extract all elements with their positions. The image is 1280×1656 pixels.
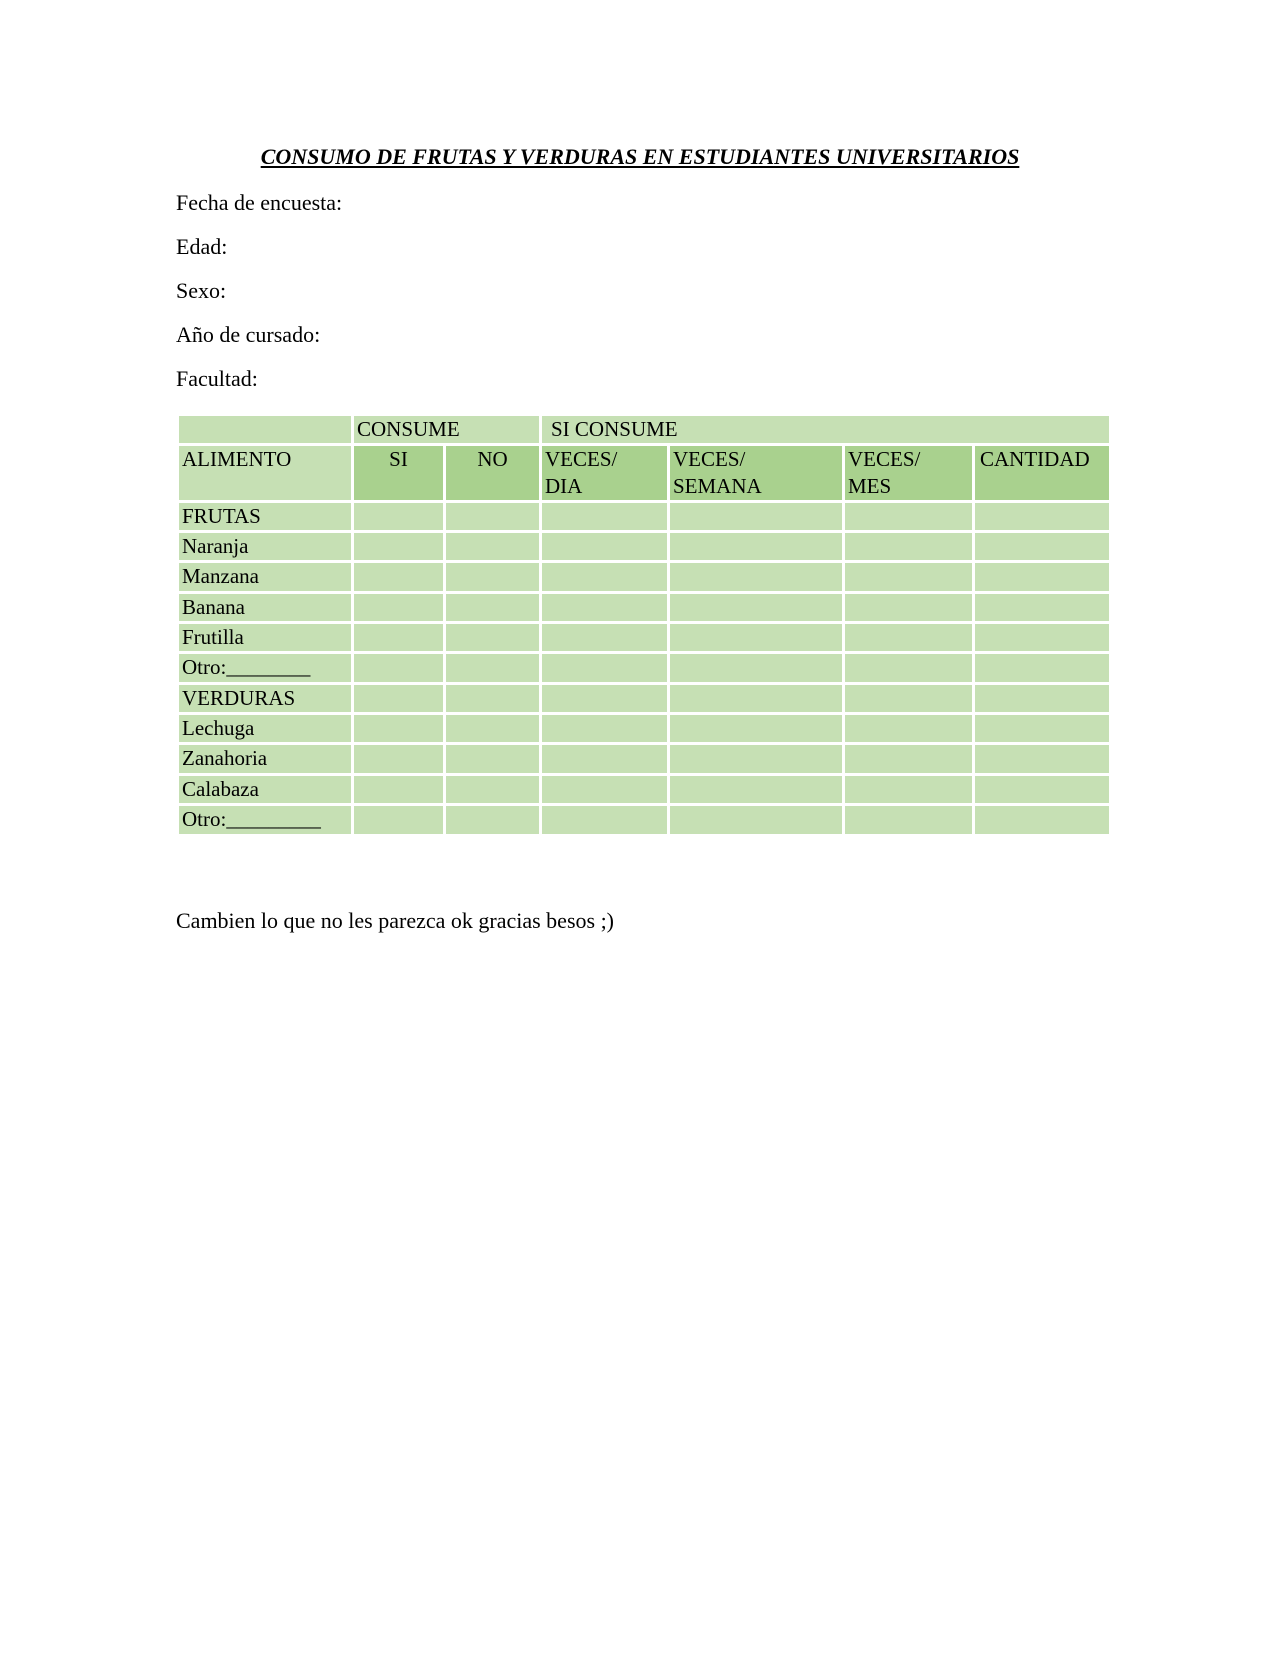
table-body [178, 502, 1111, 836]
row-label-alimento: Frutilla [178, 623, 353, 653]
cell-si[interactable] [353, 562, 445, 593]
column-header-veces-mes-line2: MES [848, 474, 892, 498]
column-header-si: SI [353, 445, 445, 502]
cell-veces-dia[interactable] [541, 775, 669, 805]
cell-veces-mes[interactable] [844, 714, 974, 744]
cell-si[interactable] [353, 532, 445, 562]
cell-no[interactable] [445, 593, 541, 623]
cell-veces-semana[interactable] [669, 775, 844, 805]
field-facultad: Facultad: [176, 366, 258, 391]
cell-cantidad[interactable] [974, 684, 1111, 714]
cell-no[interactable] [445, 532, 541, 562]
cell-si[interactable] [353, 653, 445, 684]
cell-no[interactable] [445, 623, 541, 653]
row-label-alimento: Otro:_________ [178, 805, 353, 836]
group-header-empty [178, 415, 353, 445]
table-group-header-row [178, 415, 1111, 445]
cell-veces-semana[interactable] [669, 593, 844, 623]
cell-veces-dia[interactable] [541, 562, 669, 593]
row-label-alimento: Banana [178, 593, 353, 623]
column-header-veces-mes [844, 445, 974, 502]
cell-veces-mes[interactable] [844, 684, 974, 714]
cell-si[interactable] [353, 775, 445, 805]
group-header-si-consume: SI CONSUME [541, 415, 1111, 445]
cell-si[interactable] [353, 593, 445, 623]
column-header-alimento: ALIMENTO [178, 445, 353, 502]
field-sexo: Sexo: [176, 278, 227, 303]
table-row [178, 805, 1111, 836]
cell-veces-semana[interactable] [669, 684, 844, 714]
cell-cantidad[interactable] [974, 775, 1111, 805]
row-label-alimento: FRUTAS [178, 502, 353, 532]
cell-si[interactable] [353, 744, 445, 775]
column-header-veces-semana-line1: VECES/ [673, 447, 746, 471]
table-column-header-row [178, 445, 1111, 502]
cell-si[interactable] [353, 714, 445, 744]
field-ano-de-cursado: Año de cursado: [176, 322, 321, 347]
column-header-veces-dia-line1: VECES/ [545, 447, 618, 471]
cell-veces-mes[interactable] [844, 562, 974, 593]
cell-veces-semana[interactable] [669, 744, 844, 775]
table-row [178, 744, 1111, 775]
column-header-no: NO [445, 445, 541, 502]
table-row [178, 502, 1111, 532]
column-header-cantidad: CANTIDAD [974, 445, 1111, 502]
cell-veces-dia[interactable] [541, 684, 669, 714]
cell-cantidad[interactable] [974, 805, 1111, 836]
row-label-alimento: Calabaza [178, 775, 353, 805]
row-label-alimento: VERDURAS [178, 684, 353, 714]
footer-note: Cambien lo que no les parezca ok gracias besos ;) [176, 908, 615, 933]
table-row [178, 775, 1111, 805]
cell-no[interactable] [445, 805, 541, 836]
cell-si[interactable] [353, 805, 445, 836]
row-label-alimento: Zanahoria [178, 744, 353, 775]
cell-veces-dia[interactable] [541, 623, 669, 653]
cell-veces-semana[interactable] [669, 653, 844, 684]
table-row [178, 532, 1111, 562]
column-header-veces-dia-line2: DIA [545, 474, 583, 498]
cell-veces-mes[interactable] [844, 744, 974, 775]
cell-cantidad[interactable] [974, 502, 1111, 532]
table-row [178, 623, 1111, 653]
group-header-consume: CONSUME [353, 415, 541, 445]
cell-veces-semana[interactable] [669, 532, 844, 562]
cell-veces-mes[interactable] [844, 532, 974, 562]
cell-no[interactable] [445, 714, 541, 744]
cell-si[interactable] [353, 502, 445, 532]
cell-veces-dia[interactable] [541, 653, 669, 684]
cell-cantidad[interactable] [974, 714, 1111, 744]
table-row [178, 684, 1111, 714]
cell-cantidad[interactable] [974, 532, 1111, 562]
cell-veces-semana[interactable] [669, 714, 844, 744]
cell-no[interactable] [445, 653, 541, 684]
cell-cantidad[interactable] [974, 744, 1111, 775]
cell-veces-mes[interactable] [844, 775, 974, 805]
table-row [178, 562, 1111, 593]
cell-cantidad[interactable] [974, 653, 1111, 684]
consumption-table [176, 413, 1112, 837]
document-title: CONSUMO DE FRUTAS Y VERDURAS EN ESTUDIANTES UNIVERSITARIOS [260, 144, 1020, 169]
cell-cantidad[interactable] [974, 593, 1111, 623]
column-header-veces-semana [669, 445, 844, 502]
cell-si[interactable] [353, 623, 445, 653]
cell-veces-mes[interactable] [844, 653, 974, 684]
column-header-veces-semana-line2: SEMANA [673, 474, 762, 498]
field-fecha-de-encuesta: Fecha de encuesta: [176, 190, 343, 215]
cell-veces-dia[interactable] [541, 502, 669, 532]
cell-no[interactable] [445, 502, 541, 532]
cell-veces-semana[interactable] [669, 562, 844, 593]
cell-veces-semana[interactable] [669, 623, 844, 653]
cell-veces-mes[interactable] [844, 502, 974, 532]
cell-veces-semana[interactable] [669, 502, 844, 532]
cell-veces-dia[interactable] [541, 744, 669, 775]
column-header-veces-mes-line1: VECES/ [848, 447, 921, 471]
cell-cantidad[interactable] [974, 562, 1111, 593]
column-header-veces-dia [541, 445, 669, 502]
cell-no[interactable] [445, 684, 541, 714]
table-row [178, 593, 1111, 623]
cell-veces-dia[interactable] [541, 714, 669, 744]
cell-veces-mes[interactable] [844, 593, 974, 623]
table-row [178, 714, 1111, 744]
cell-veces-dia[interactable] [541, 532, 669, 562]
row-label-alimento: Manzana [178, 562, 353, 593]
cell-veces-dia[interactable] [541, 805, 669, 836]
cell-veces-mes[interactable] [844, 805, 974, 836]
table-row [178, 653, 1111, 684]
row-label-alimento: Otro:________ [178, 653, 353, 684]
cell-si[interactable] [353, 684, 445, 714]
cell-no[interactable] [445, 775, 541, 805]
cell-no[interactable] [445, 562, 541, 593]
cell-veces-mes[interactable] [844, 623, 974, 653]
cell-no[interactable] [445, 744, 541, 775]
field-edad: Edad: [176, 234, 228, 259]
cell-veces-dia[interactable] [541, 593, 669, 623]
cell-veces-semana[interactable] [669, 805, 844, 836]
row-label-alimento: Naranja [178, 532, 353, 562]
cell-cantidad[interactable] [974, 623, 1111, 653]
row-label-alimento: Lechuga [178, 714, 353, 744]
